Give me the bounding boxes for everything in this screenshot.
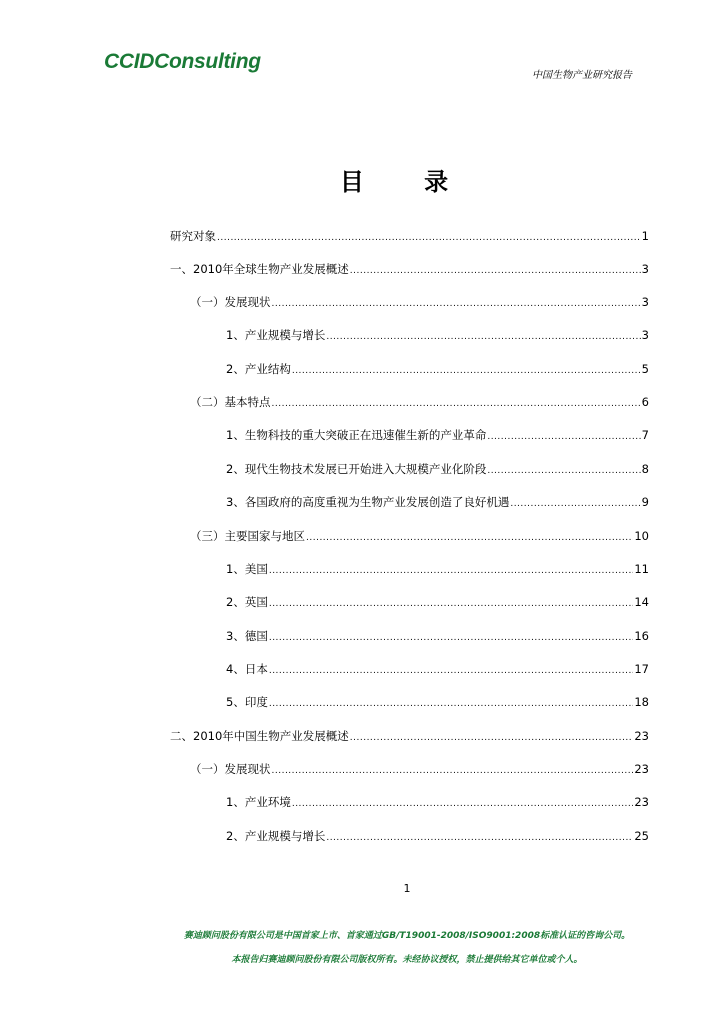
toc-label: 研究对象 [170, 229, 216, 243]
toc-page: 1 [641, 229, 649, 243]
toc-entry[interactable] [170, 261, 649, 277]
toc-label: 3、各国政府的高度重视为生物产业发展创造了良好机遇 [226, 495, 510, 509]
toc-leader [269, 563, 634, 579]
toc-leader [350, 730, 634, 746]
toc-label: 1、产业环境 [226, 795, 291, 809]
toc-label: 5、印度 [226, 695, 268, 709]
toc-leader [269, 696, 634, 712]
toc-label: 3、德国 [226, 629, 268, 643]
toc-entry[interactable] [190, 528, 649, 544]
toc-entry[interactable] [226, 494, 649, 510]
toc-page: 23 [634, 762, 649, 776]
toc-page: 8 [641, 462, 649, 476]
toc-leader [272, 763, 634, 779]
page-title: 目 录 [339, 168, 475, 196]
toc-entry[interactable] [226, 694, 649, 710]
toc-label: 一、2010年全球生物产业发展概述 [170, 262, 349, 276]
toc-page: 3 [641, 328, 649, 342]
toc-label: （一）发展现状 [190, 762, 271, 776]
toc-entry[interactable] [226, 427, 649, 443]
toc-label: 2、产业规模与增长 [226, 829, 326, 843]
toc-page: 10 [634, 529, 649, 543]
toc-page: 9 [641, 495, 649, 509]
toc-leader [269, 663, 634, 679]
toc-leader [292, 363, 641, 379]
toc-leader [272, 396, 641, 412]
toc-leader [487, 429, 640, 445]
toc-entry[interactable] [226, 561, 649, 577]
toc-leader [269, 596, 634, 612]
footer-company-statement: 赛迪顾问股份有限公司是中国首家上市、首家通过GB/T19001-2008/ISO9001:2008标准认证的咨询公司。 [183, 931, 631, 941]
page-number: 1 [403, 882, 411, 895]
toc-entry[interactable] [190, 294, 649, 310]
toc-page: 7 [641, 428, 649, 442]
toc-label: （三）主要国家与地区 [190, 529, 305, 543]
toc-leader [306, 530, 633, 546]
toc-label: 2、现代生物技术发展已开始进入大规模产业化阶段 [226, 462, 487, 476]
toc-label: 1、产业规模与增长 [226, 328, 326, 342]
toc-entry[interactable] [226, 594, 649, 610]
toc-leader [350, 263, 641, 279]
toc-page: 23 [634, 795, 649, 809]
toc-leader [510, 496, 640, 512]
footer-copyright: 本报告归赛迪顾问股份有限公司版权所有。未经协议授权，禁止提供给其它单位或个人。 [231, 955, 583, 965]
toc-entry[interactable] [226, 361, 649, 377]
toc-page: 18 [634, 695, 649, 709]
toc-page: 14 [634, 595, 649, 609]
toc-leader [326, 329, 640, 345]
toc-label: （二）基本特点 [190, 395, 271, 409]
toc-label: 2、英国 [226, 595, 268, 609]
toc-entry[interactable] [170, 728, 649, 744]
toc-entry[interactable] [226, 661, 649, 677]
toc-label: 2、产业结构 [226, 362, 291, 376]
toc-entry[interactable] [190, 761, 649, 777]
toc-leader [269, 630, 634, 646]
toc-page: 3 [641, 295, 649, 309]
toc-label: 1、美国 [226, 562, 268, 576]
toc-entry[interactable] [226, 828, 649, 844]
toc-page: 23 [634, 729, 649, 743]
toc-entry[interactable] [226, 327, 649, 343]
toc-label: 4、日本 [226, 662, 268, 676]
toc-page: 16 [634, 629, 649, 643]
toc-leader [326, 830, 633, 846]
toc-page: 5 [641, 362, 649, 376]
report-name: 中国生物产业研究报告 [532, 70, 632, 81]
company-logo: CCIDConsulting [104, 50, 261, 73]
toc-leader [487, 463, 640, 479]
toc-leader [292, 796, 634, 812]
toc-page: 11 [634, 562, 649, 576]
toc-page: 3 [641, 262, 649, 276]
toc-label: 1、生物科技的重大突破正在迅速催生新的产业革命 [226, 428, 487, 442]
toc-entry[interactable] [226, 628, 649, 644]
toc-page: 25 [634, 829, 649, 843]
toc-entry[interactable] [190, 394, 649, 410]
toc-leader [217, 230, 641, 246]
toc-label: （一）发展现状 [190, 295, 271, 309]
toc-leader [272, 296, 641, 312]
toc-entry[interactable] [170, 228, 649, 244]
toc-page: 6 [641, 395, 649, 409]
toc-entry[interactable] [226, 461, 649, 477]
toc-page: 17 [634, 662, 649, 676]
toc-label: 二、2010年中国生物产业发展概述 [170, 729, 349, 743]
toc-entry[interactable] [226, 794, 649, 810]
